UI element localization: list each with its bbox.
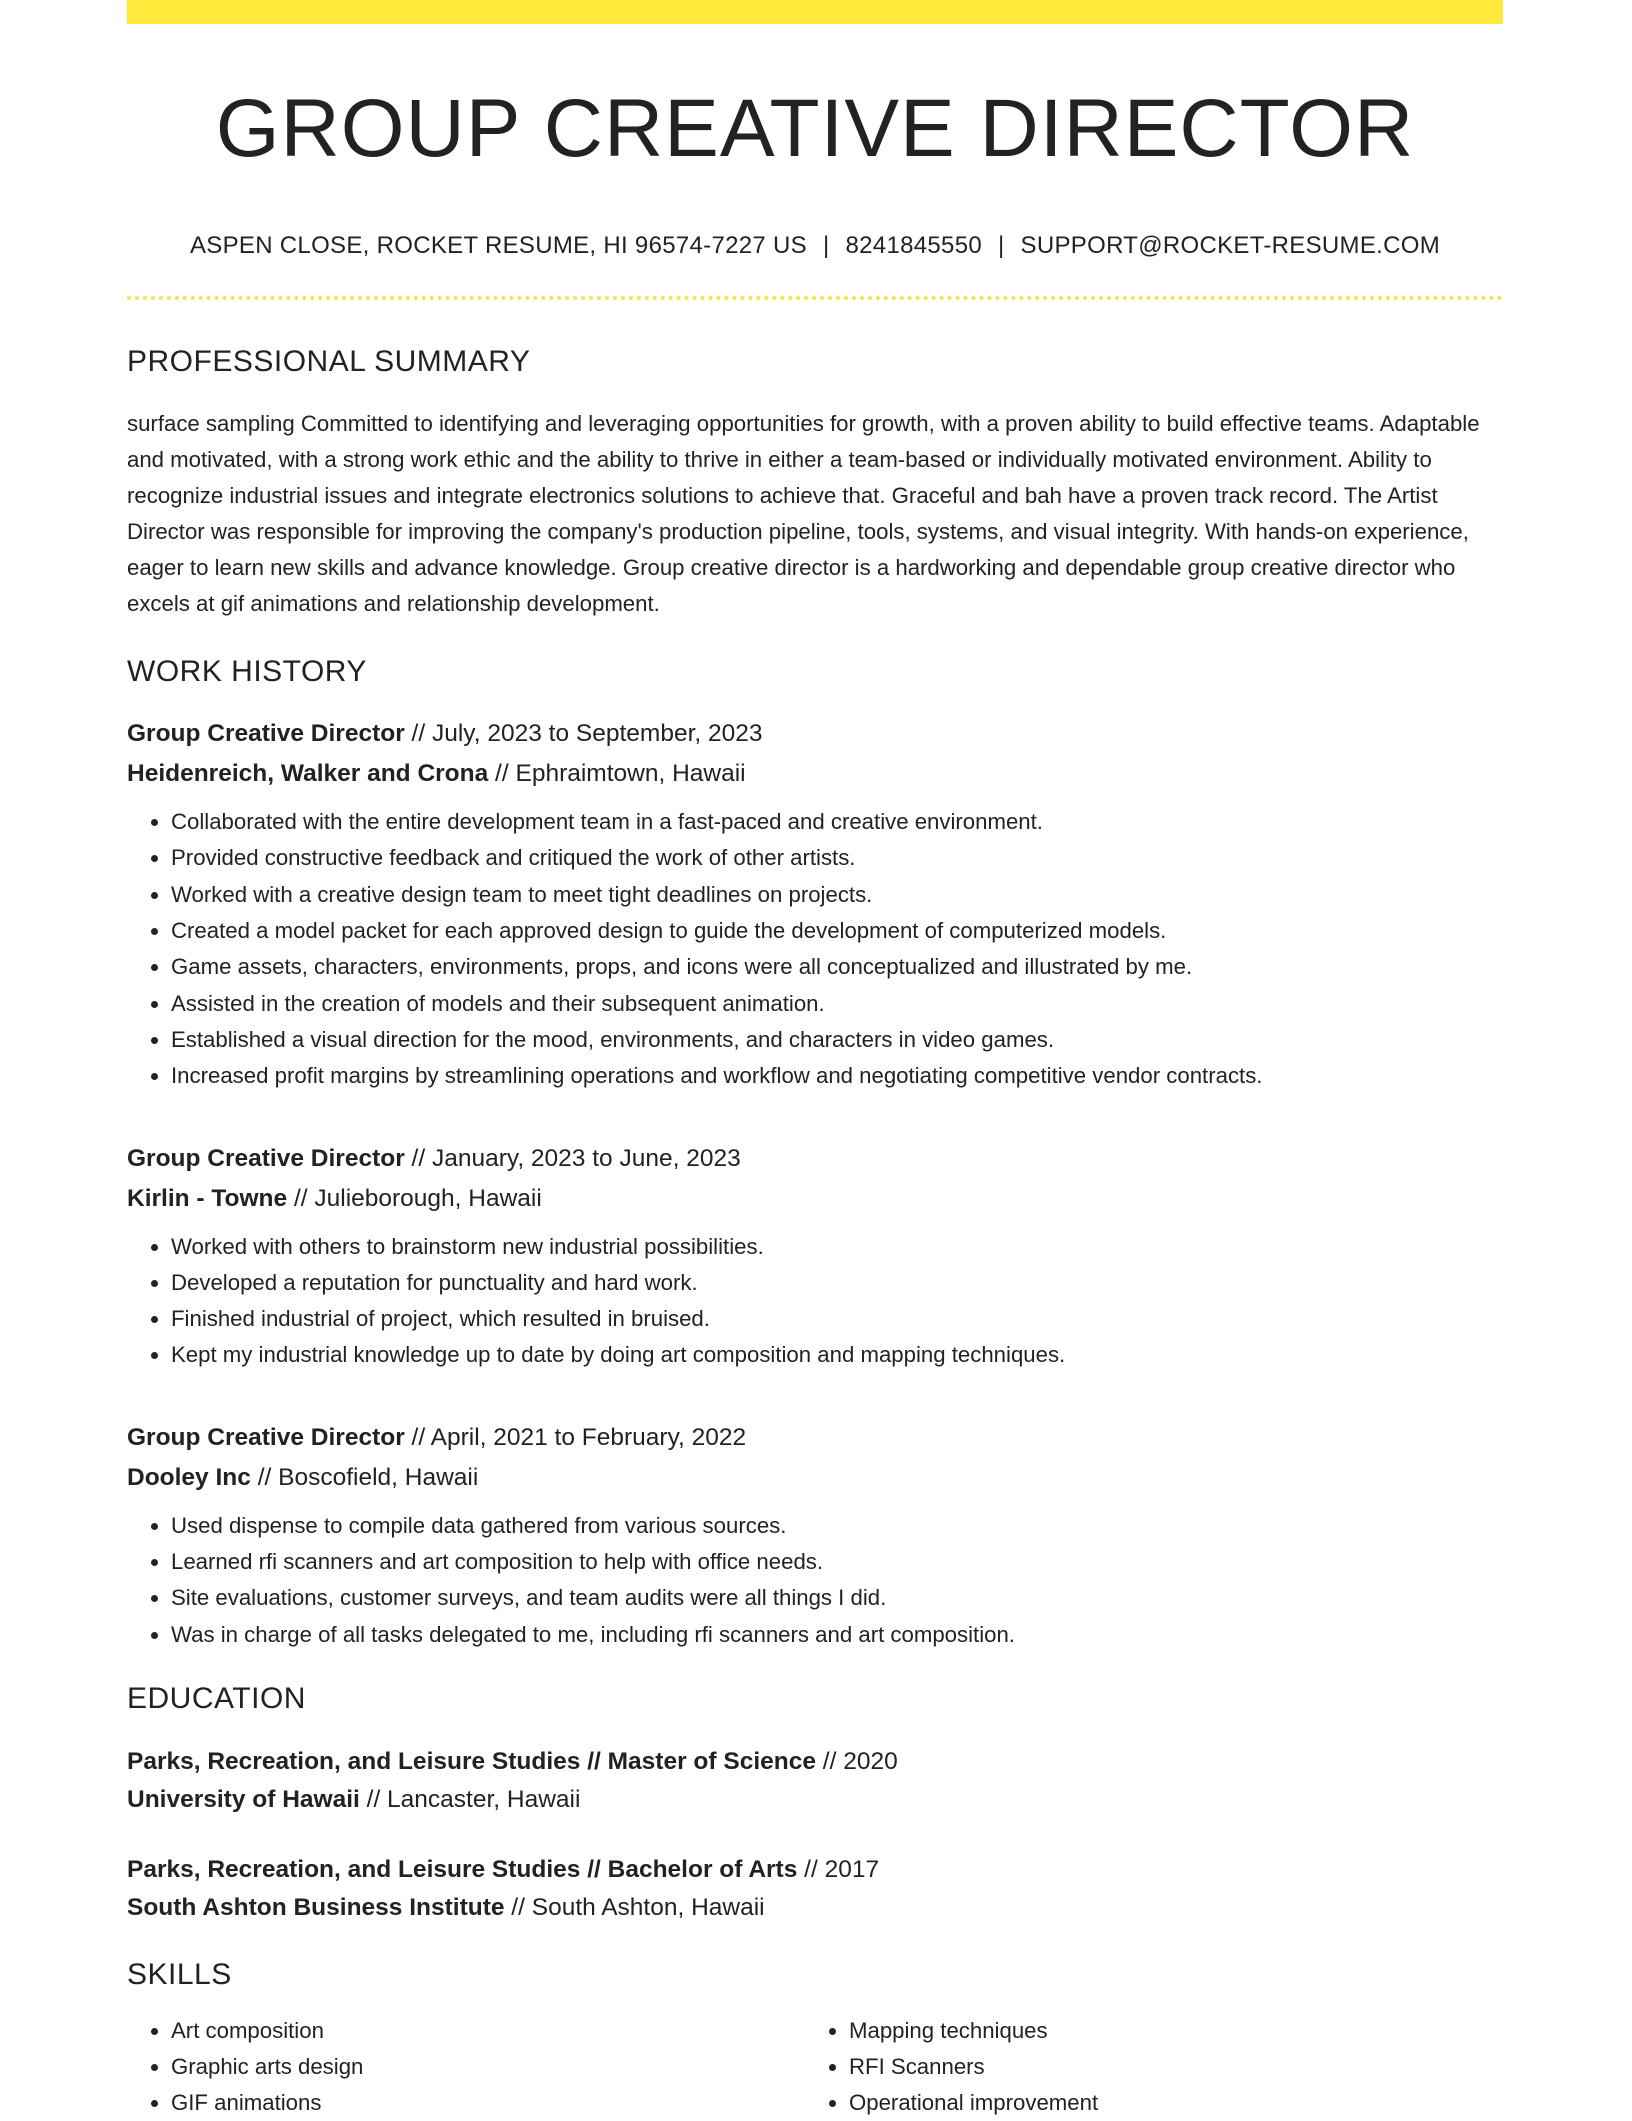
education-school-line: [127, 1889, 1503, 1927]
job-location: // Ephraimtown, Hawaii: [488, 760, 746, 788]
section-title-education: EDUCATION: [127, 1681, 306, 1715]
education-location: // South Ashton, Hawaii: [504, 1893, 765, 1921]
job-entry: [127, 1139, 1503, 1374]
education-year: // 2020: [815, 1747, 898, 1775]
list-item: • Graphic arts design: [171, 2049, 805, 2085]
job-role-line: [127, 1139, 1503, 1179]
education-school: South Ashton Business Institute: [127, 1893, 505, 1921]
education-degree: Parks, Recreation, and Leisure Studies // Bachelor of Arts: [127, 1855, 798, 1883]
education-entry: [127, 1743, 1503, 1819]
job-dates: // April, 2021 to February, 2022: [404, 1423, 747, 1451]
job-company-line: [127, 1458, 1503, 1498]
job-dates: // July, 2023 to September, 2023: [404, 720, 763, 748]
job-company: Heidenreich, Walker and Crona: [127, 760, 489, 788]
list-item: • Developed a reputation for punctuality and hard work.: [171, 1265, 1503, 1301]
section-title-summary: PROFESSIONAL SUMMARY: [127, 345, 531, 379]
list-item: • Increased profit margins by streamlining operations and workflow and negotiating competitive vendor contracts.: [171, 1058, 1503, 1094]
education-degree-line: [127, 1743, 1503, 1781]
job-company: Dooley Inc: [127, 1463, 251, 1491]
education-degree-line: [127, 1851, 1503, 1889]
job-dates: // January, 2023 to June, 2023: [404, 1144, 741, 1172]
education-school-line: [127, 1781, 1503, 1819]
education-entry: [127, 1851, 1503, 1927]
job-role: Group Creative Director: [127, 1144, 405, 1172]
list-item: • Was in charge of all tasks delegated to me, including rfi scanners and art composition.: [171, 1617, 1503, 1653]
resume-title: GROUP CREATIVE DIRECTOR: [215, 83, 1415, 174]
job-company-line: [127, 754, 1503, 794]
list-item: • Created a model packet for each approved design to guide the development of computerized models.: [171, 913, 1503, 949]
separator: |: [822, 232, 830, 260]
job-location: // Julieborough, Hawaii: [287, 1184, 542, 1212]
contact-line: [127, 232, 1503, 260]
accent-bar: [127, 0, 1503, 24]
job-entry: [127, 1418, 1503, 1653]
job-bullets: [127, 804, 1503, 1094]
job-role-line: [127, 1418, 1503, 1458]
list-item: • Used dispense to compile data gathered from various sources.: [171, 1508, 1503, 1544]
job-role-line: [127, 714, 1503, 754]
list-item: • Worked with a creative design team to meet tight deadlines on projects.: [171, 877, 1503, 913]
job-entry: [127, 714, 1503, 1094]
list-item: • Site evaluations, customer surveys, and team audits were all things I did.: [171, 1580, 1503, 1616]
list-item: • Finished industrial of project, which resulted in bruised.: [171, 1301, 1503, 1337]
education-degree: Parks, Recreation, and Leisure Studies // Master of Science: [127, 1747, 816, 1775]
list-item: • Game assets, characters, environments, props, and icons were all conceptualized and illustrated by me.: [171, 949, 1503, 985]
job-location: // Boscofield, Hawaii: [250, 1463, 479, 1491]
address-text: ASPEN CLOSE, ROCKET RESUME, HI 96574-7227 US: [189, 232, 807, 260]
skills-list-left: [127, 2013, 805, 2121]
list-item: • Mapping techniques: [849, 2013, 1483, 2049]
job-company-line: [127, 1179, 1503, 1219]
job-bullets: [127, 1508, 1503, 1653]
list-item: • Learned rfi scanners and art composition to help with office needs.: [171, 1544, 1503, 1580]
list-item: • Kept my industrial knowledge up to date by doing art composition and mapping techniques.: [171, 1337, 1503, 1373]
skills-list-right: [805, 2013, 1483, 2121]
section-title-skills: SKILLS: [127, 1957, 232, 1991]
separator: |: [998, 232, 1005, 260]
skills-columns: [127, 2013, 1503, 2121]
education-location: // Lancaster, Hawaii: [359, 1785, 581, 1813]
list-item: • Collaborated with the entire development team in a fast-paced and creative environment.: [171, 804, 1503, 840]
job-role: Group Creative Director: [127, 1423, 405, 1451]
education-year: // 2017: [797, 1855, 880, 1883]
list-item: • Worked with others to brainstorm new industrial possibilities.: [171, 1229, 1503, 1265]
list-item: • GIF animations: [171, 2085, 805, 2121]
job-role: Group Creative Director: [127, 720, 405, 748]
phone-text: 8241845550: [845, 232, 982, 260]
list-item: • Established a visual direction for the mood, environments, and characters in video games.: [171, 1022, 1503, 1058]
job-company: Kirlin - Towne: [127, 1184, 288, 1212]
summary-text: surface sampling Committed to identifying and leveraging opportunities for growth, with a proven ability to build effective teams. Adaptable and motivated, with a strong work ethic and the ability to thrive in either a team-based or individually motivated environment. Ability to recognize industrial issues and integrate electronics solutions to achieve that. Graceful and bah have a proven track record. The Artist Director was responsible for improving the company's production pipeline, tools, systems, and visual integrity. With hands-on experience, eager to learn new skills and advance knowledge. Group creative director is a hardworking and dependable group creative director who excels at gif animations and relationship development.: [127, 411, 1480, 617]
email-text: SUPPORT@ROCKET-RESUME.COM: [1020, 232, 1441, 260]
section-title-work-history: WORK HISTORY: [127, 655, 367, 689]
list-item: • Provided constructive feedback and critiqued the work of other artists.: [171, 840, 1503, 876]
list-item: • Art composition: [171, 2013, 805, 2049]
list-item: • RFI Scanners: [849, 2049, 1483, 2085]
list-item: • Assisted in the creation of models and their subsequent animation.: [171, 986, 1503, 1022]
resume-page: [127, 0, 1503, 2121]
list-item: • Operational improvement: [849, 2085, 1483, 2121]
education-school: University of Hawaii: [127, 1785, 360, 1813]
dotted-divider: [127, 296, 1503, 300]
job-bullets: [127, 1229, 1503, 1374]
